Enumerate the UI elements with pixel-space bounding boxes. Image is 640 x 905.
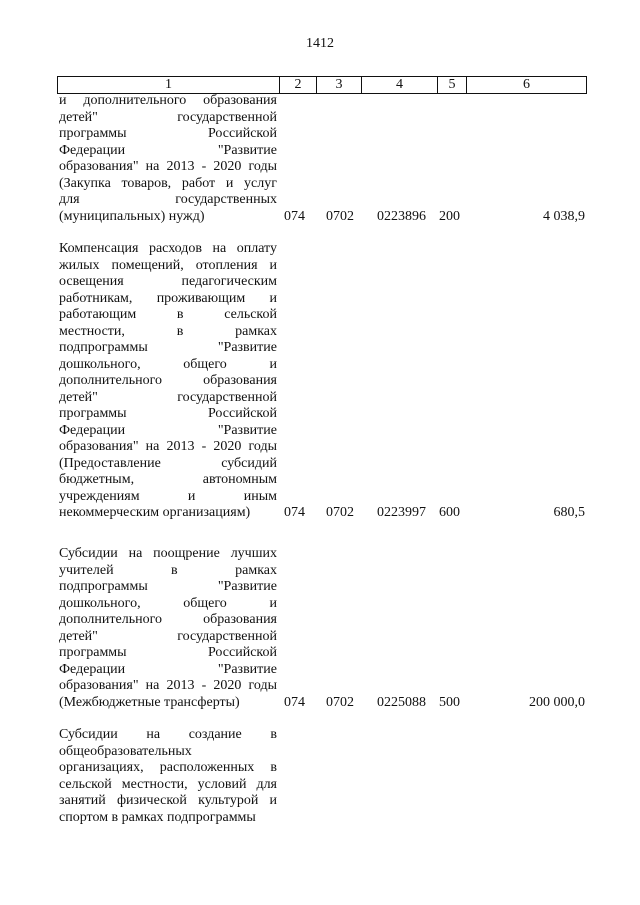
ministry-code: 074 [284, 208, 305, 224]
row-description: и дополнительного образования детей" государственной программы Российской Федерации "Развитие образования" на 2013 - 2020 годы (Закупка товаров, работ и услуг для государственных (муниципальных) нужд) [59, 93, 277, 224]
amount: 200 000,0 [529, 694, 585, 710]
row-description: Компенсация расходов на оплату жилых помещений, отопления и освещения педагогическим работникам, проживающим и работающим в сельской местности, в рамках подпрограммы "Развитие дошкольного, общего и дополнительного образования детей" государственной программы Российской Федерации "Развитие образования" на 2013 - 2020 годы (Предоставление субсидий бюджетным, автономным учреждениям и иным некоммерческим организациям) [59, 241, 277, 520]
table-header [57, 76, 587, 94]
table-row [57, 241, 585, 536]
table-row [57, 727, 585, 837]
table-row [57, 546, 585, 716]
section-code: 0702 [326, 208, 354, 224]
target-code: 0223896 [377, 208, 426, 224]
section-code: 0702 [326, 505, 354, 520]
expense-type-code: 200 [439, 208, 460, 224]
header-col-3: 3 [317, 77, 362, 93]
header-col-2: 2 [280, 77, 317, 93]
header-col-1: 1 [58, 77, 280, 93]
amount: 680,5 [553, 505, 585, 520]
expense-type-code: 600 [439, 505, 460, 520]
amount: 4 038,9 [543, 208, 585, 224]
row-description: Субсидии на поощрение лучших учителей в рамках подпрограммы "Развитие дошкольного, общего и дополнительного образования детей" государственной программы Российской Федерации "Развитие образования" на 2013 - 2020 годы (Межбюджетные трансферты) [59, 546, 277, 710]
page-number: 1412 [306, 36, 334, 51]
header-col-4: 4 [362, 77, 438, 93]
header-col-6: 6 [523, 77, 530, 92]
header-col-5: 5 [438, 77, 467, 93]
target-code: 0225088 [377, 694, 426, 710]
expense-type-code: 500 [439, 694, 460, 710]
target-code: 0223997 [377, 505, 426, 520]
ministry-code: 074 [284, 694, 305, 710]
table-row [57, 93, 585, 233]
section-code: 0702 [326, 694, 354, 710]
ministry-code: 074 [284, 505, 305, 520]
row-description: Субсидии на создание в общеобразовательных организациях, расположенных в сельской местности, условий для занятий физической культурой и спортом в рамках подпрограммы [59, 727, 277, 825]
